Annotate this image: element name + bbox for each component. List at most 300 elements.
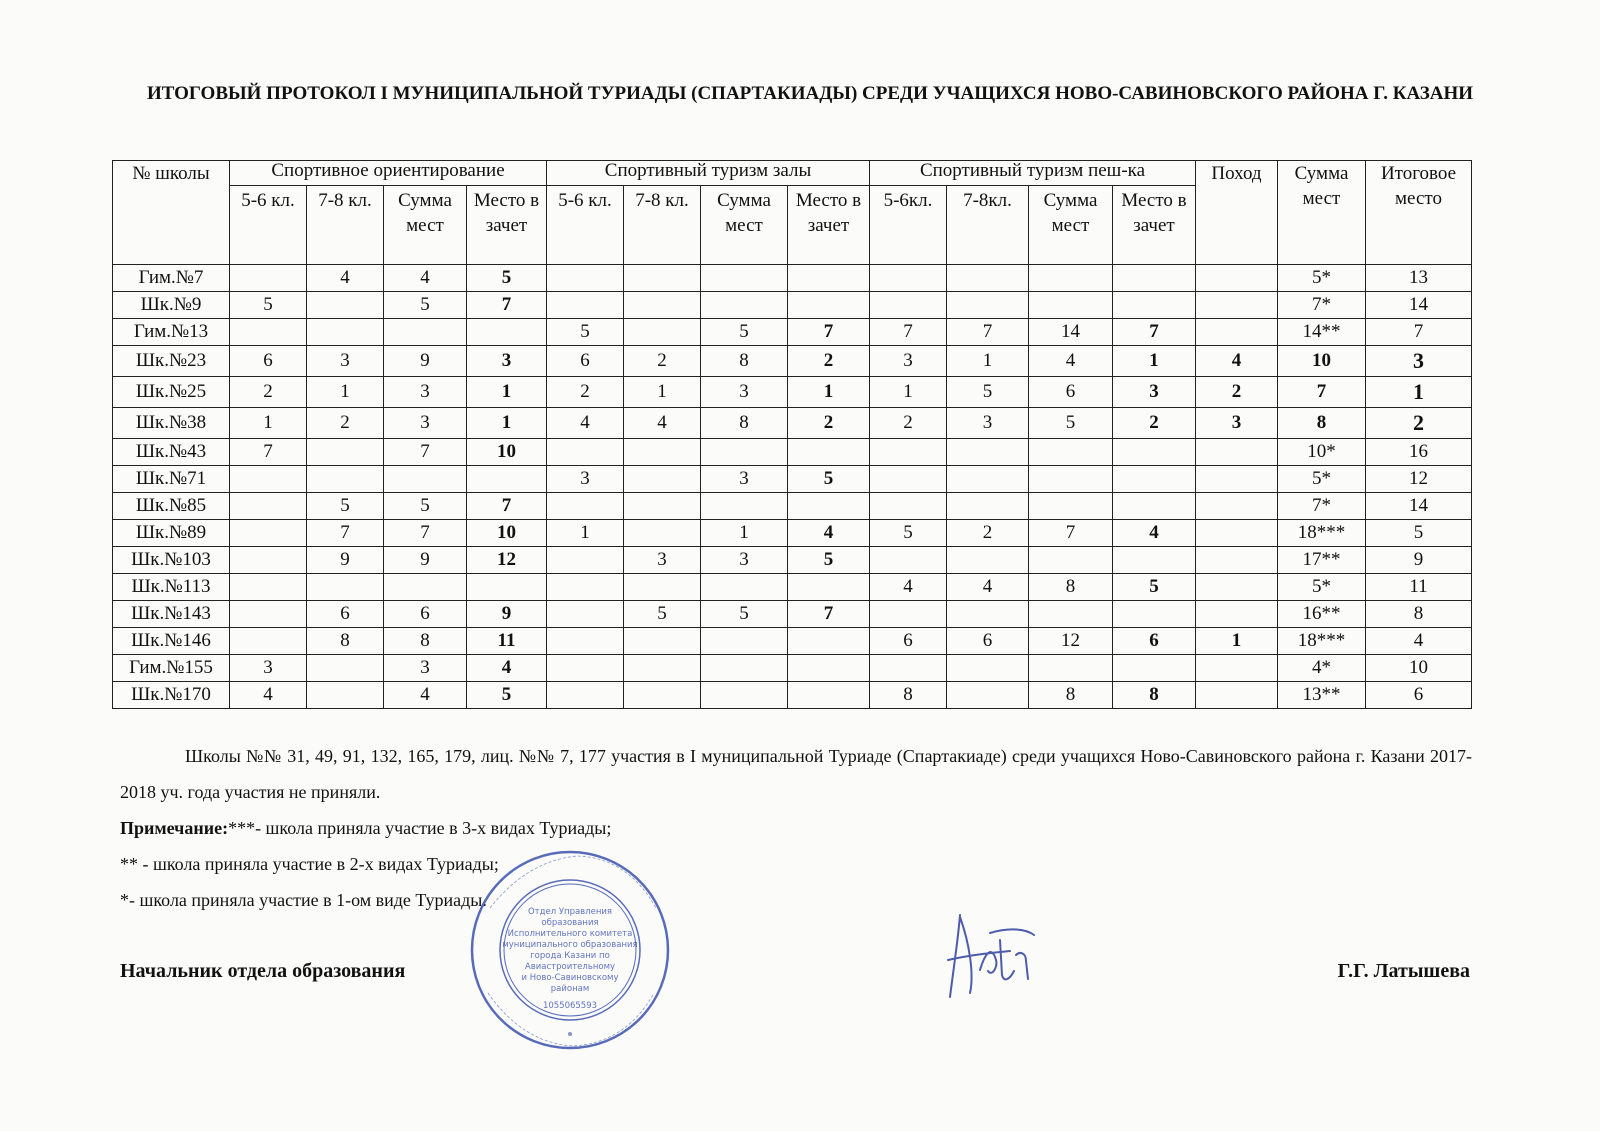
cell-or-78: 3 [307, 346, 384, 377]
cell-walk-sum: 12 [1029, 628, 1113, 655]
cell-or-sum: 4 [384, 682, 467, 709]
cell-hike [1196, 439, 1278, 466]
cell-walk-place [1113, 655, 1196, 682]
svg-text:районам: районам [550, 984, 590, 994]
header-sum: Сумма мест [1278, 161, 1366, 265]
cell-hike [1196, 682, 1278, 709]
cell-hall-sum [701, 493, 788, 520]
cell-final-place: 7 [1366, 319, 1472, 346]
cell-hall-78 [624, 466, 701, 493]
cell-or-sum: 3 [384, 408, 467, 439]
cell-hall-place [788, 655, 870, 682]
cell-or-78 [307, 319, 384, 346]
cell-or-sum: 3 [384, 377, 467, 408]
cell-hall-78: 4 [624, 408, 701, 439]
official-stamp [468, 848, 673, 1053]
cell-or-78 [307, 682, 384, 709]
cell-school-name: Шк.№113 [113, 574, 230, 601]
cell-school-name: Гим.№155 [113, 655, 230, 682]
cell-walk-78 [947, 439, 1029, 466]
cell-or-78 [307, 655, 384, 682]
header-sub: 7-8 кл. [307, 186, 384, 265]
cell-or-place: 9 [467, 601, 547, 628]
cell-hall-56: 6 [547, 346, 624, 377]
cell-or-56: 6 [230, 346, 307, 377]
cell-walk-56 [870, 493, 947, 520]
note-line-1 [120, 810, 1472, 846]
cell-or-56 [230, 628, 307, 655]
cell-or-place: 1 [467, 377, 547, 408]
cell-or-78: 4 [307, 265, 384, 292]
cell-hall-56 [547, 493, 624, 520]
cell-hike: 4 [1196, 346, 1278, 377]
cell-walk-sum [1029, 466, 1113, 493]
header-sub: 7-8 кл. [624, 186, 701, 265]
cell-or-78: 6 [307, 601, 384, 628]
cell-school-name: Шк.№71 [113, 466, 230, 493]
header-row-groups [113, 161, 1472, 186]
cell-hall-sum: 3 [701, 377, 788, 408]
cell-hall-place [788, 628, 870, 655]
cell-hike: 2 [1196, 377, 1278, 408]
cell-hall-56 [547, 292, 624, 319]
table-row [113, 377, 1472, 408]
cell-sum-places: 13** [1278, 682, 1366, 709]
header-tourism-halls: Спортивный туризм залы [547, 161, 870, 186]
note-2-types: ** - школа приняла участие в 2-х видах Туриады; [120, 854, 499, 874]
header-sub: 7-8кл. [947, 186, 1029, 265]
cell-walk-56: 7 [870, 319, 947, 346]
table-row [113, 547, 1472, 574]
note-1-type: *- школа приняла участие в 1-ом виде Туриады. [120, 890, 487, 910]
cell-final-place: 5 [1366, 520, 1472, 547]
cell-or-78 [307, 292, 384, 319]
cell-hall-sum: 5 [701, 601, 788, 628]
cell-hall-78: 2 [624, 346, 701, 377]
cell-walk-78 [947, 493, 1029, 520]
cell-walk-place: 5 [1113, 574, 1196, 601]
cell-walk-sum: 8 [1029, 574, 1113, 601]
cell-hall-78: 5 [624, 601, 701, 628]
handwritten-signature [930, 905, 1040, 1005]
cell-walk-78 [947, 466, 1029, 493]
cell-final-place: 11 [1366, 574, 1472, 601]
cell-or-sum [384, 574, 467, 601]
cell-hike: 3 [1196, 408, 1278, 439]
cell-walk-56: 2 [870, 408, 947, 439]
cell-walk-place [1113, 292, 1196, 319]
cell-walk-56: 4 [870, 574, 947, 601]
cell-hall-place: 7 [788, 601, 870, 628]
cell-or-78: 9 [307, 547, 384, 574]
cell-hall-56: 5 [547, 319, 624, 346]
note-label: Примечание: [120, 818, 229, 838]
cell-walk-78 [947, 292, 1029, 319]
cell-hall-place: 1 [788, 377, 870, 408]
table-row [113, 346, 1472, 377]
table-row [113, 292, 1472, 319]
svg-text:образования: образования [541, 918, 599, 928]
cell-or-56 [230, 547, 307, 574]
cell-or-place: 1 [467, 408, 547, 439]
cell-sum-places: 5* [1278, 265, 1366, 292]
cell-hall-56: 3 [547, 466, 624, 493]
cell-hall-56 [547, 574, 624, 601]
cell-hike [1196, 292, 1278, 319]
cell-walk-sum: 4 [1029, 346, 1113, 377]
cell-walk-place [1113, 439, 1196, 466]
cell-hall-56 [547, 682, 624, 709]
cell-or-place: 11 [467, 628, 547, 655]
table-row [113, 655, 1472, 682]
cell-walk-place: 2 [1113, 408, 1196, 439]
results-table [112, 160, 1472, 709]
cell-hall-78 [624, 493, 701, 520]
cell-or-56 [230, 466, 307, 493]
cell-sum-places: 8 [1278, 408, 1366, 439]
cell-walk-78: 2 [947, 520, 1029, 547]
cell-hall-sum: 3 [701, 466, 788, 493]
cell-final-place: 16 [1366, 439, 1472, 466]
cell-walk-sum [1029, 493, 1113, 520]
cell-school-name: Шк.№103 [113, 547, 230, 574]
cell-school-name: Шк.№43 [113, 439, 230, 466]
cell-walk-place: 4 [1113, 520, 1196, 547]
cell-walk-sum: 5 [1029, 408, 1113, 439]
cell-walk-78 [947, 601, 1029, 628]
svg-text:муниципального образования: муниципального образования [502, 940, 638, 950]
cell-or-78 [307, 439, 384, 466]
cell-walk-place [1113, 466, 1196, 493]
cell-walk-56 [870, 292, 947, 319]
cell-hike [1196, 547, 1278, 574]
cell-sum-places: 17** [1278, 547, 1366, 574]
table-row [113, 265, 1472, 292]
cell-school-name: Шк.№9 [113, 292, 230, 319]
absent-schools-note: Школы №№ 31, 49, 91, 132, 165, 179, лиц. №№ 7, 177 участия в I муниципальной Туриаде (Спартакиаде) среди учащихся Ново-Савиновского района г. Казани 2017-2018 уч. года участия не приняли. [120, 746, 1472, 802]
cell-or-place: 5 [467, 682, 547, 709]
cell-hall-sum [701, 265, 788, 292]
cell-school-name: Шк.№170 [113, 682, 230, 709]
cell-hall-56: 2 [547, 377, 624, 408]
header-hike: Поход [1196, 161, 1278, 265]
signer-role: Начальник отдела образования [120, 960, 406, 982]
cell-hall-place: 4 [788, 520, 870, 547]
cell-or-sum: 9 [384, 547, 467, 574]
cell-hall-78 [624, 319, 701, 346]
cell-school-name: Гим.№7 [113, 265, 230, 292]
cell-hall-sum [701, 574, 788, 601]
cell-sum-places: 10 [1278, 346, 1366, 377]
cell-walk-78 [947, 547, 1029, 574]
cell-hike [1196, 466, 1278, 493]
cell-school-name: Шк.№25 [113, 377, 230, 408]
cell-hall-place [788, 439, 870, 466]
cell-walk-56 [870, 547, 947, 574]
cell-hall-56 [547, 439, 624, 466]
cell-walk-sum: 6 [1029, 377, 1113, 408]
header-tourism-walking: Спортивный туризм пеш-ка [870, 161, 1196, 186]
cell-walk-place [1113, 493, 1196, 520]
cell-walk-sum [1029, 547, 1113, 574]
cell-walk-place [1113, 601, 1196, 628]
cell-hall-78 [624, 628, 701, 655]
cell-hall-place [788, 265, 870, 292]
cell-or-sum [384, 319, 467, 346]
cell-or-56 [230, 493, 307, 520]
cell-sum-places: 7* [1278, 493, 1366, 520]
cell-walk-56: 5 [870, 520, 947, 547]
cell-final-place: 13 [1366, 265, 1472, 292]
cell-or-place: 4 [467, 655, 547, 682]
cell-school-name: Шк.№89 [113, 520, 230, 547]
cell-or-place: 10 [467, 520, 547, 547]
cell-final-place: 10 [1366, 655, 1472, 682]
cell-walk-78 [947, 682, 1029, 709]
cell-hike [1196, 520, 1278, 547]
cell-or-78: 1 [307, 377, 384, 408]
cell-walk-place: 8 [1113, 682, 1196, 709]
cell-walk-place [1113, 265, 1196, 292]
header-sub: 5-6 кл. [547, 186, 624, 265]
cell-walk-78: 7 [947, 319, 1029, 346]
table-row [113, 628, 1472, 655]
table-row [113, 574, 1472, 601]
cell-final-place: 2 [1366, 408, 1472, 439]
cell-or-sum: 9 [384, 346, 467, 377]
cell-hall-place: 2 [788, 346, 870, 377]
cell-school-name: Шк.№38 [113, 408, 230, 439]
cell-walk-sum: 7 [1029, 520, 1113, 547]
cell-sum-places: 14** [1278, 319, 1366, 346]
cell-walk-78: 5 [947, 377, 1029, 408]
cell-or-56: 7 [230, 439, 307, 466]
header-sub: Место в зачет [788, 186, 870, 265]
cell-final-place: 9 [1366, 547, 1472, 574]
cell-school-name: Шк.№143 [113, 601, 230, 628]
cell-hike [1196, 493, 1278, 520]
cell-walk-sum [1029, 292, 1113, 319]
table-row [113, 408, 1472, 439]
cell-walk-place: 6 [1113, 628, 1196, 655]
cell-walk-78: 4 [947, 574, 1029, 601]
cell-hall-sum [701, 682, 788, 709]
cell-or-78 [307, 574, 384, 601]
cell-or-sum: 3 [384, 655, 467, 682]
cell-hall-place: 5 [788, 466, 870, 493]
cell-hall-place [788, 574, 870, 601]
cell-hike [1196, 574, 1278, 601]
header-sub: Место в зачет [1113, 186, 1196, 265]
header-orienteering: Спортивное ориентирование [230, 161, 547, 186]
cell-or-56: 2 [230, 377, 307, 408]
svg-text:и Ново-Савиновскому: и Ново-Савиновскому [521, 973, 619, 983]
cell-or-place: 12 [467, 547, 547, 574]
table-row [113, 682, 1472, 709]
cell-or-78: 2 [307, 408, 384, 439]
svg-text:Отдел Управления: Отдел Управления [527, 907, 613, 917]
table-row [113, 439, 1472, 466]
cell-walk-sum [1029, 265, 1113, 292]
cell-walk-78: 3 [947, 408, 1029, 439]
cell-hall-place: 5 [788, 547, 870, 574]
cell-sum-places: 18*** [1278, 628, 1366, 655]
cell-or-78 [307, 466, 384, 493]
cell-walk-78 [947, 265, 1029, 292]
cell-or-place [467, 319, 547, 346]
cell-sum-places: 5* [1278, 574, 1366, 601]
cell-or-sum: 6 [384, 601, 467, 628]
cell-or-78: 8 [307, 628, 384, 655]
cell-walk-sum [1029, 439, 1113, 466]
cell-hall-78 [624, 265, 701, 292]
cell-final-place: 3 [1366, 346, 1472, 377]
cell-walk-56: 3 [870, 346, 947, 377]
cell-or-sum: 5 [384, 292, 467, 319]
cell-sum-places: 10* [1278, 439, 1366, 466]
table-row [113, 520, 1472, 547]
cell-walk-78: 6 [947, 628, 1029, 655]
cell-hike: 1 [1196, 628, 1278, 655]
svg-text:1055065593: 1055065593 [542, 1001, 598, 1011]
cell-walk-place: 3 [1113, 377, 1196, 408]
cell-or-56 [230, 601, 307, 628]
cell-walk-56 [870, 265, 947, 292]
cell-or-place: 3 [467, 346, 547, 377]
cell-walk-sum [1029, 655, 1113, 682]
cell-final-place: 8 [1366, 601, 1472, 628]
cell-school-name: Гим.№13 [113, 319, 230, 346]
notes-block [120, 738, 1472, 918]
cell-or-56: 4 [230, 682, 307, 709]
cell-hall-56 [547, 547, 624, 574]
header-sub: Сумма мест [384, 186, 467, 265]
cell-sum-places: 4* [1278, 655, 1366, 682]
cell-hall-sum: 8 [701, 346, 788, 377]
table-row [113, 601, 1472, 628]
cell-walk-56: 6 [870, 628, 947, 655]
cell-hike [1196, 655, 1278, 682]
cell-walk-sum: 14 [1029, 319, 1113, 346]
cell-hall-place: 7 [788, 319, 870, 346]
cell-school-name: Шк.№146 [113, 628, 230, 655]
cell-walk-56: 1 [870, 377, 947, 408]
cell-walk-56 [870, 466, 947, 493]
cell-or-56 [230, 574, 307, 601]
cell-school-name: Шк.№23 [113, 346, 230, 377]
cell-final-place: 1 [1366, 377, 1472, 408]
cell-hall-78 [624, 292, 701, 319]
table-row [113, 466, 1472, 493]
table-row [113, 319, 1472, 346]
cell-hall-56 [547, 601, 624, 628]
cell-walk-place: 1 [1113, 346, 1196, 377]
header-sub: 5-6кл. [870, 186, 947, 265]
cell-final-place: 12 [1366, 466, 1472, 493]
cell-or-place: 10 [467, 439, 547, 466]
cell-hall-place: 2 [788, 408, 870, 439]
cell-hall-56 [547, 628, 624, 655]
cell-hall-78: 3 [624, 547, 701, 574]
cell-or-56 [230, 265, 307, 292]
cell-hall-78 [624, 655, 701, 682]
cell-walk-56 [870, 655, 947, 682]
cell-or-place [467, 574, 547, 601]
cell-walk-56 [870, 439, 947, 466]
cell-hall-78: 1 [624, 377, 701, 408]
note-3-types: ***- школа приняла участие в 3-х видах Туриады; [228, 818, 612, 838]
cell-hall-sum: 8 [701, 408, 788, 439]
cell-hall-78 [624, 439, 701, 466]
cell-or-sum [384, 466, 467, 493]
cell-walk-place: 7 [1113, 319, 1196, 346]
cell-final-place: 6 [1366, 682, 1472, 709]
cell-hike [1196, 265, 1278, 292]
cell-walk-78: 1 [947, 346, 1029, 377]
header-school: № школы [113, 161, 230, 265]
cell-hall-56: 1 [547, 520, 624, 547]
cell-hall-sum [701, 439, 788, 466]
cell-final-place: 4 [1366, 628, 1472, 655]
cell-or-56: 5 [230, 292, 307, 319]
cell-sum-places: 5* [1278, 466, 1366, 493]
cell-hall-56: 4 [547, 408, 624, 439]
cell-walk-56: 8 [870, 682, 947, 709]
cell-hike [1196, 319, 1278, 346]
header-final-place: Итоговое место [1366, 161, 1472, 265]
header-sub: Сумма мест [701, 186, 788, 265]
cell-walk-56 [870, 601, 947, 628]
cell-or-78: 5 [307, 493, 384, 520]
cell-hike [1196, 601, 1278, 628]
cell-sum-places: 7* [1278, 292, 1366, 319]
svg-text:Авиастроительному: Авиастроительному [524, 962, 616, 972]
header-sub: Место в зачет [467, 186, 547, 265]
cell-or-sum: 7 [384, 439, 467, 466]
cell-school-name: Шк.№85 [113, 493, 230, 520]
cell-hall-sum [701, 655, 788, 682]
cell-final-place: 14 [1366, 493, 1472, 520]
cell-or-56 [230, 520, 307, 547]
table-row [113, 493, 1472, 520]
svg-text:города Казани по: города Казани по [530, 951, 610, 961]
cell-or-78: 7 [307, 520, 384, 547]
cell-hall-sum [701, 628, 788, 655]
cell-or-place [467, 466, 547, 493]
cell-walk-78 [947, 655, 1029, 682]
cell-or-place: 7 [467, 292, 547, 319]
cell-hall-sum [701, 292, 788, 319]
svg-text:Исполнительного комитета: Исполнительного комитета [507, 929, 633, 939]
cell-hall-sum: 5 [701, 319, 788, 346]
header-sub: Сумма мест [1029, 186, 1113, 265]
cell-walk-place [1113, 547, 1196, 574]
cell-walk-sum [1029, 601, 1113, 628]
cell-sum-places: 18*** [1278, 520, 1366, 547]
cell-or-56: 3 [230, 655, 307, 682]
cell-or-sum: 8 [384, 628, 467, 655]
cell-hall-sum: 3 [701, 547, 788, 574]
cell-or-sum: 4 [384, 265, 467, 292]
cell-walk-sum: 8 [1029, 682, 1113, 709]
cell-final-place: 14 [1366, 292, 1472, 319]
cell-hall-place [788, 682, 870, 709]
cell-hall-place [788, 493, 870, 520]
cell-hall-56 [547, 655, 624, 682]
cell-hall-place [788, 292, 870, 319]
document-title: ИТОГОВЫЙ ПРОТОКОЛ I МУНИЦИПАЛЬНОЙ ТУРИАДЫ (СПАРТАКИАДЫ) СРЕДИ УЧАЩИХСЯ НОВО-САВИНОВСКОГО РАЙОНА Г. КАЗАНИ [146, 83, 1474, 104]
cell-hall-sum: 1 [701, 520, 788, 547]
